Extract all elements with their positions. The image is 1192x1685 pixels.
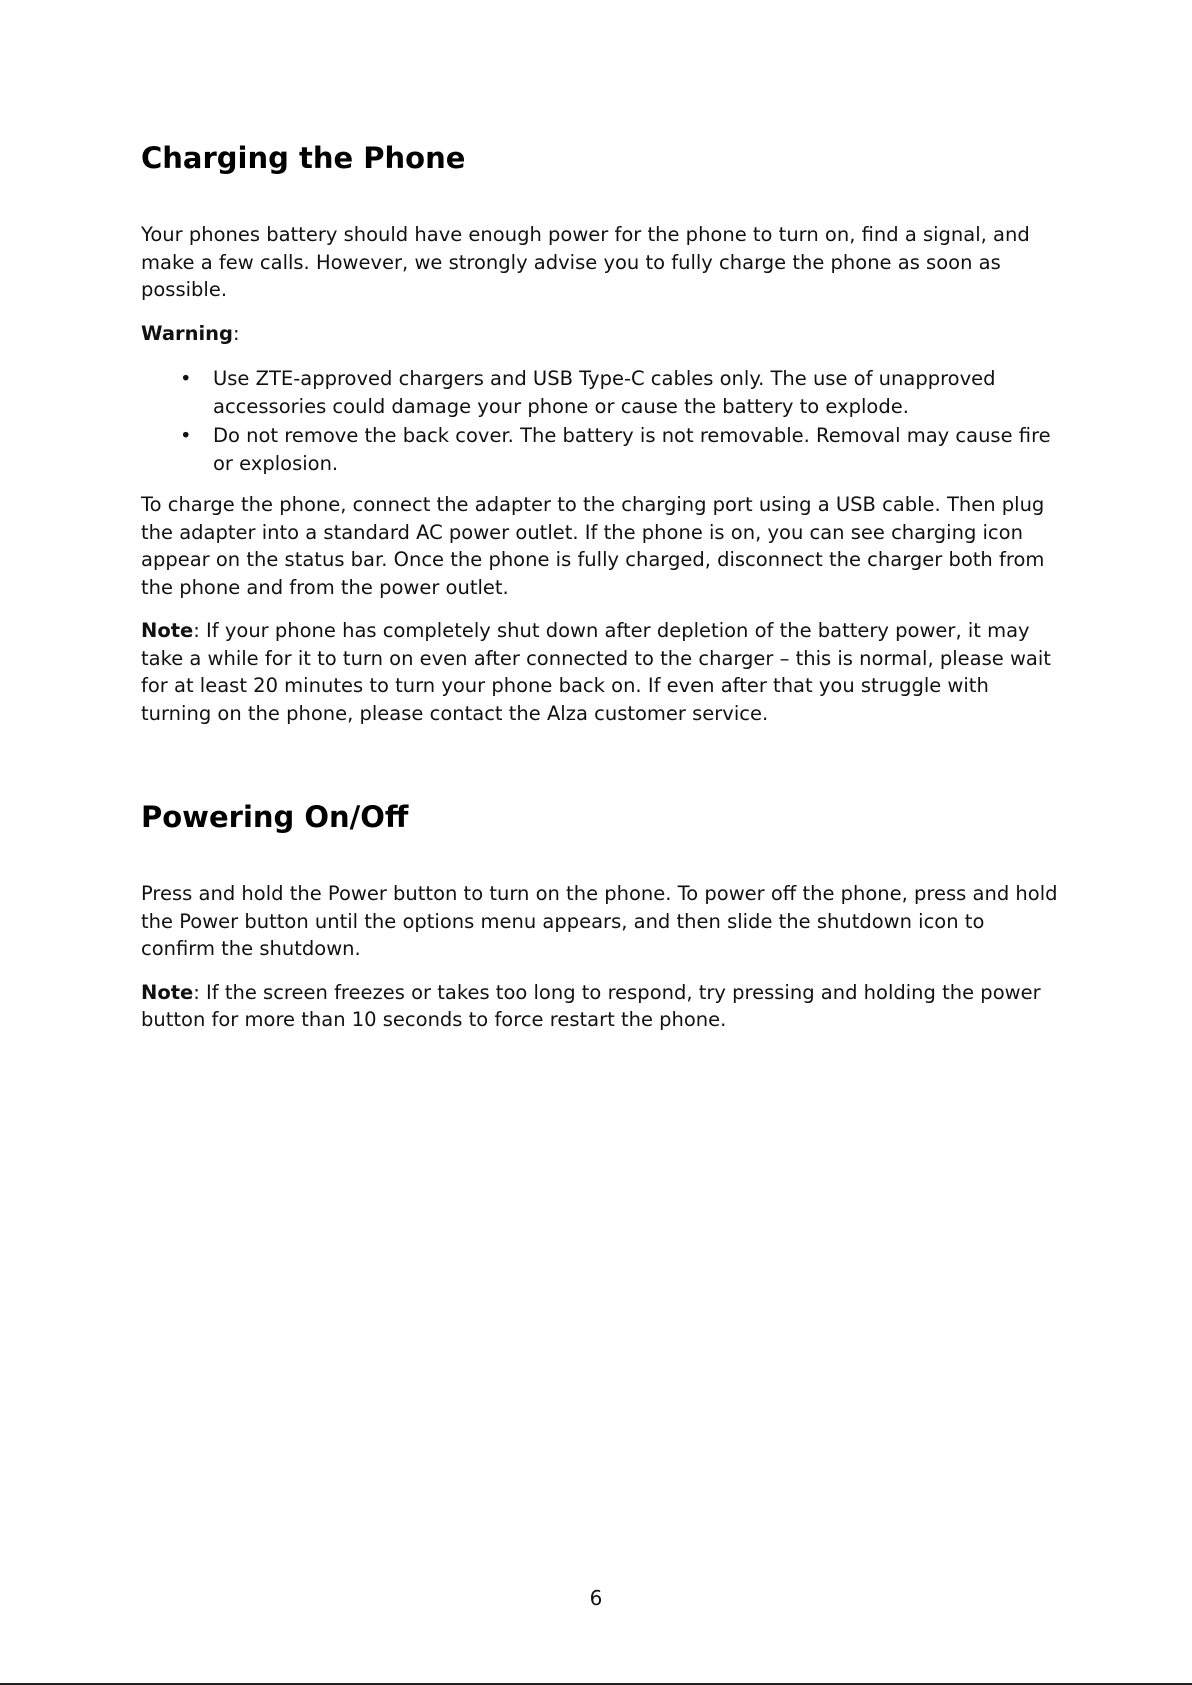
powering-instructions-paragraph: Press and hold the Power button to turn on the phone. To power off the phone, press and hold the Power button until the options menu appears, and then slide the shutdown icon to confirm the shutdown. [141, 882, 1058, 960]
warning-label: Warning [141, 321, 233, 345]
warning-item [141, 422, 1061, 477]
charging-intro-paragraph: Your phones battery should have enough power for the phone to turn on, find a signal, and make a few calls. However, we strongly advise you to fully charge the phone as soon as possible. [141, 223, 1030, 301]
powering-note-paragraph [141, 979, 1061, 1034]
page-content [141, 140, 1061, 1050]
charging-instructions-paragraph: To charge the phone, connect the adapter to the charging port using a USB cable. Then plug the adapter into a standard AC power outlet. If the phone is on, you can see charging icon appear on the status bar. Once the phone is fully charged, disconnect the charger both from the phone and from the power outlet. [141, 493, 1045, 599]
warning-colon: : [233, 321, 240, 345]
warning-list [141, 365, 1061, 477]
note-label: Note [141, 619, 194, 642]
bullet-icon: • [180, 367, 192, 390]
section-title-powering: Powering On/Off [141, 800, 409, 834]
note-text: : If the screen freezes or takes too long to respond, try pressing and holding the power button for more than 10 seconds to force restart the phone. [141, 980, 1041, 1031]
warning-heading [141, 320, 1061, 348]
warning-item-text: Do not remove the back cover. The battery is not removable. Removal may cause fire or explosion. [213, 424, 1051, 475]
note-label: Note [141, 980, 194, 1004]
bullet-icon: • [180, 424, 192, 447]
warning-item-text: Use ZTE-approved chargers and USB Type-C cables only. The use of unapproved accessories could damage your phone or cause the battery to explode. [213, 367, 996, 418]
section-title-charging: Charging the Phone [141, 141, 466, 175]
warning-item [141, 365, 1061, 420]
page-number: 6 [589, 1586, 603, 1610]
note-text: : If your phone has completely shut down after depletion of the battery power, it may take a while for it to turn on even after connected to the charger – this is normal, please wait for at least 20 minutes to turn your phone back on. If even after that you struggle with turning on the phone, please contact the Alza customer service. [141, 619, 1051, 725]
charging-note-paragraph [141, 617, 1061, 727]
